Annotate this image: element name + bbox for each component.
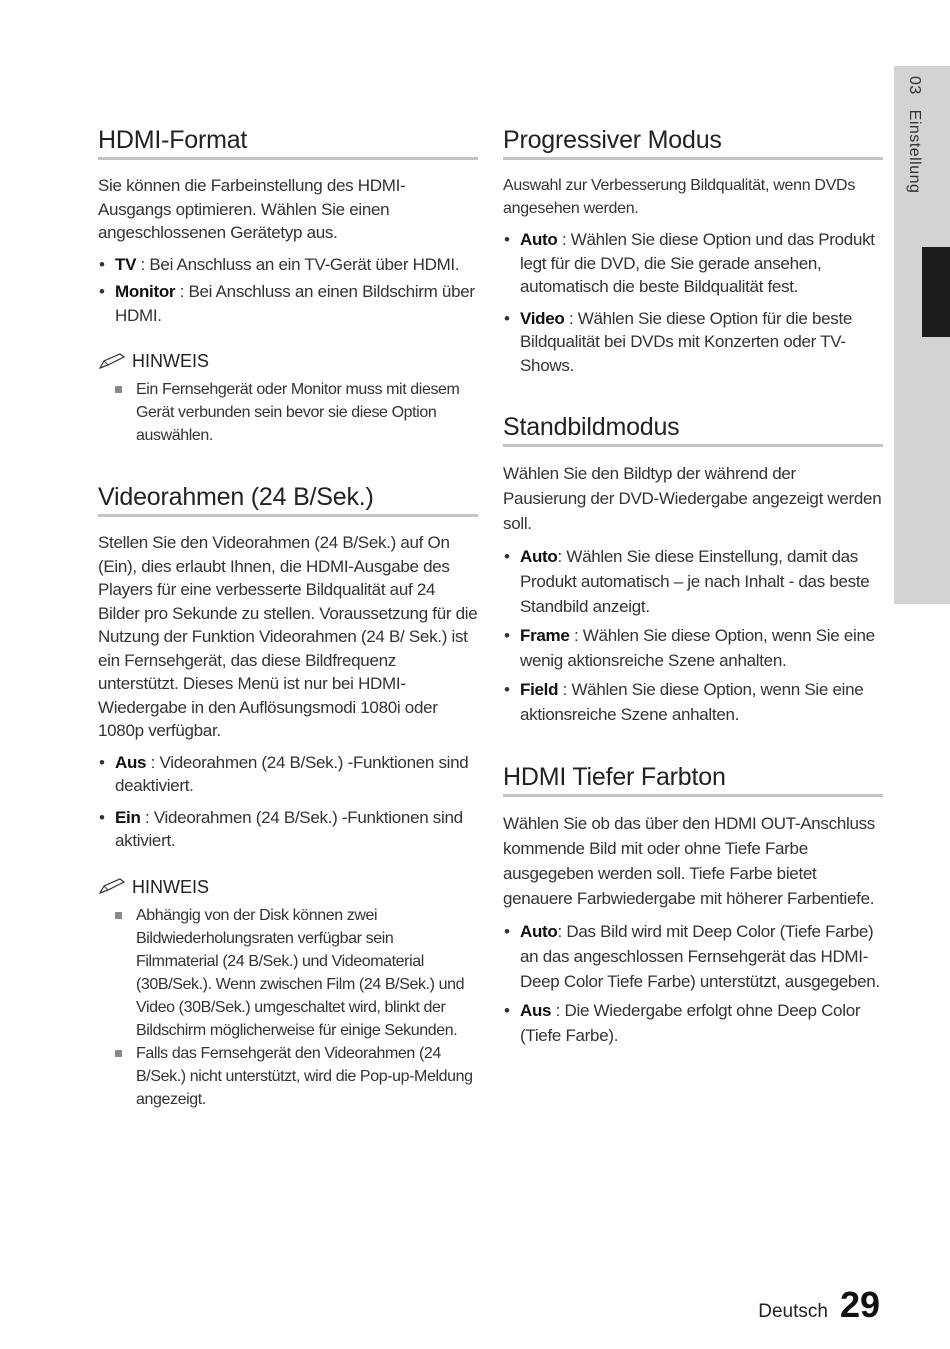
option-list	[98, 751, 478, 853]
section-title: HDMI Tiefer Farbton	[503, 763, 883, 797]
option-list	[503, 919, 883, 1048]
option-item: • Aus : Videorahmen (24 B/Sek.) -Funktionen sind deaktiviert.	[99, 752, 469, 795]
page-number: 29	[839, 1284, 880, 1325]
option-item: • Field : Wählen Sie diese Option, wenn Sie eine aktionsreiche Szene anhalten.	[504, 680, 864, 724]
chapter-tab-label	[905, 76, 923, 193]
chapter-number: 03	[906, 76, 923, 95]
note-heading: HINWEIS	[98, 351, 478, 372]
pencil-icon	[98, 878, 128, 896]
note-item: Ein Fernsehgerät oder Monitor muss mit diesem Gerät verbunden sein bevor sie diese Option auswählen.	[113, 378, 478, 447]
section-hdmi-tiefer-farbton	[503, 763, 883, 1048]
option-item: • Auto : Wählen Sie diese Option und das Produkt legt für die DVD, die Sie gerade ansehen, automatisch die beste Bildqualität fest.	[504, 230, 875, 296]
option-item: • Auto: Das Bild wird mit Deep Color (Tiefe Farbe) an das angeschlossen Fernsehgerät das HDMI- Deep Color Tiefe Farbe) unterstützt, ausgegeben.	[504, 922, 880, 991]
section-text: Sie können die Farbeinstellung des HDMI-Ausgangs optimieren. Wählen Sie einen angeschlossenen Gerätetyp aus.	[98, 176, 406, 242]
section-title: Progressiver Modus	[503, 126, 883, 160]
note-item: Abhängig von der Disk können zwei Bildwiederholungsraten verfügbar sein Filmmaterial (24 B/Sek.) und Videomaterial (30B/Sek.). Wenn zwischen Film (24 B/Sek.) und Video (30B/Sek.) umgeschaltet wird, blinkt der Bildschirm möglicherweise für einige Sekunden.	[113, 904, 478, 1042]
option-list	[503, 228, 883, 377]
option-item: • Monitor : Bei Anschluss an einen Bildschirm über HDMI.	[99, 282, 475, 325]
section-progressiver-modus	[503, 126, 883, 377]
section-text: Stellen Sie den Videorahmen (24 B/Sek.) auf On (Ein), dies erlaubt Ihnen, die HDMI-Ausgabe des Players für eine verbesserte Bildqualität auf 24 Bilder pro Sekunde zu stellen. Voraussetzung für die Nutzung der Funktion Videorahmen (24 B/ Sek.) ist ein Fernsehgerät, das diese Bildfrequenz unterstützt. Dieses Menü ist nur bei HDMI-Wiedergabe in den Auflösungsmodi 1080i oder 1080p verfügbar.	[98, 533, 478, 740]
section-text: Wählen Sie ob das über den HDMI OUT-Anschluss kommende Bild mit oder ohne Tiefe Farbe ausgegeben werden soll. Tiefe Farbe bietet genauere Farbwiedergabe mit höherer Farbentiefe.	[503, 814, 876, 908]
left-column	[98, 126, 478, 1111]
note-list	[113, 904, 478, 1111]
section-title: Standbildmodus	[503, 413, 883, 447]
section-text: Auswahl zur Verbesserung Bildqualität, wenn DVDs angesehen werden.	[503, 177, 856, 217]
page-footer	[758, 1284, 880, 1326]
section-hdmi-format	[98, 126, 478, 447]
note-list	[113, 378, 478, 447]
option-item: • Auto: Wählen Sie diese Einstellung, damit das Produkt automatisch – je nach Inhalt - das beste Standbild anzeigt.	[504, 547, 870, 616]
chapter-tab-marker	[922, 247, 950, 337]
section-videorahmen	[98, 483, 478, 1111]
option-item: • Aus : Die Wiedergabe erfolgt ohne Deep Color (Tiefe Farbe).	[504, 1001, 861, 1045]
section-text: Wählen Sie den Bildtyp der während der Pausierung der DVD-Wiedergabe angezeigt werden soll.	[503, 464, 882, 533]
chapter-title: Einstellung	[906, 109, 923, 194]
note-heading: HINWEIS	[98, 877, 478, 898]
option-item: • Frame : Wählen Sie diese Option, wenn Sie eine wenig aktionsreiche Szene anhalten.	[504, 626, 875, 670]
option-item: • Video : Wählen Sie diese Option für die beste Bildqualität bei DVDs mit Konzerten oder TV-Shows.	[504, 308, 853, 375]
section-title: HDMI-Format	[98, 126, 478, 160]
right-column	[503, 126, 883, 1054]
pencil-icon	[98, 353, 128, 371]
option-item: • Ein : Videorahmen (24 B/Sek.) -Funktionen sind aktiviert.	[99, 807, 463, 850]
section-standbildmodus	[503, 413, 883, 727]
note-item: Falls das Fernsehgerät den Videorahmen (24 B/Sek.) nicht unterstützt, wird die Pop-up-Meldung angezeigt.	[113, 1042, 478, 1111]
section-title: Videorahmen (24 B/Sek.)	[98, 483, 478, 517]
option-item: • TV : Bei Anschluss an ein TV-Gerät über HDMI.	[99, 254, 460, 274]
option-list	[503, 544, 883, 727]
option-list	[98, 253, 478, 328]
footer-language: Deutsch	[758, 1301, 828, 1322]
